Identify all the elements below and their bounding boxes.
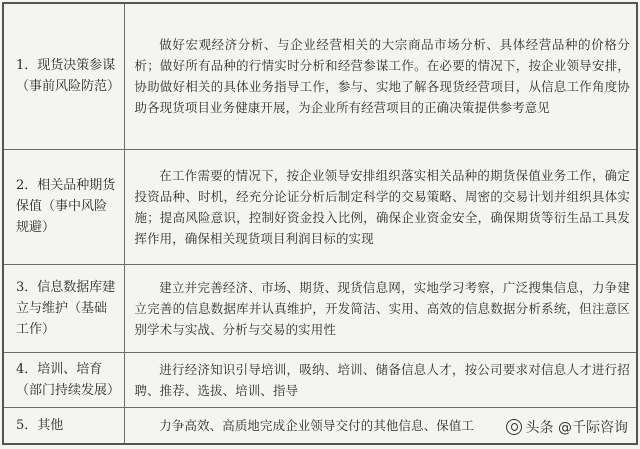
row-description: 在工作需要的情况下，按企业领导安排组织落实相关品种的期货保值业务工作，确定投资品种、时机，经充分论证分析后制定科学的交易策略、周密的交易计划并组织具体实施；提高风险意识，控制好资金投入比例，确保企业资金安全，确保期货等衍生品工具发挥作用，确保相关现货项目利润目标的实现 [124,149,637,264]
row-label: 2．相关品种期货保值（事中风险规避） [3,149,124,264]
responsibility-table [2,2,638,445]
camera-lens-icon [506,419,522,435]
row-label: 1．现货决策参谋（事前风险防范） [3,3,124,149]
table-row [3,264,637,352]
watermark [504,417,630,437]
row-description: 建立并完善经济、市场、期货、现货信息网，实地学习考察，广泛搜集信息，力争建立完善的信息数据库并认真维护，开发简洁、实用、高效的信息数据分析系统，但注意区别学术与实战、分析与交易的实用性 [124,264,637,352]
row-description: 做好宏观经济分析、与企业经营相关的大宗商品市场分析、具体经营品种的价格分析；做好所有品种的行情实时分析和经营参谋工作。在必要的情况下，按企业领导安排，协助做好相关的具体业务指导工作，参与、实地了解各现货经营项目，从信息工作角度协助各现货项目业务健康开展，为企业所有经营项目的正确决策提供参考意见 [124,3,637,149]
row-description: 力争高效、高质地完成企业领导交付的其他信息、保值工 [124,407,637,444]
row-label: 5．其他 [3,407,124,444]
table-row [3,352,637,407]
row-description: 进行经济知识引导培训，吸纳、培训、储备信息人才，按公司要求对信息人才进行招聘、推荐、选拔、培训、指导 [124,352,637,407]
table-row [3,149,637,264]
row-label: 4．培训、培育（部门持续发展） [3,352,124,407]
table-row [3,3,637,149]
row-label: 3．信息数据库建立与维护（基础工作） [3,264,124,352]
watermark-text: 头条 @千际咨询 [525,420,628,436]
